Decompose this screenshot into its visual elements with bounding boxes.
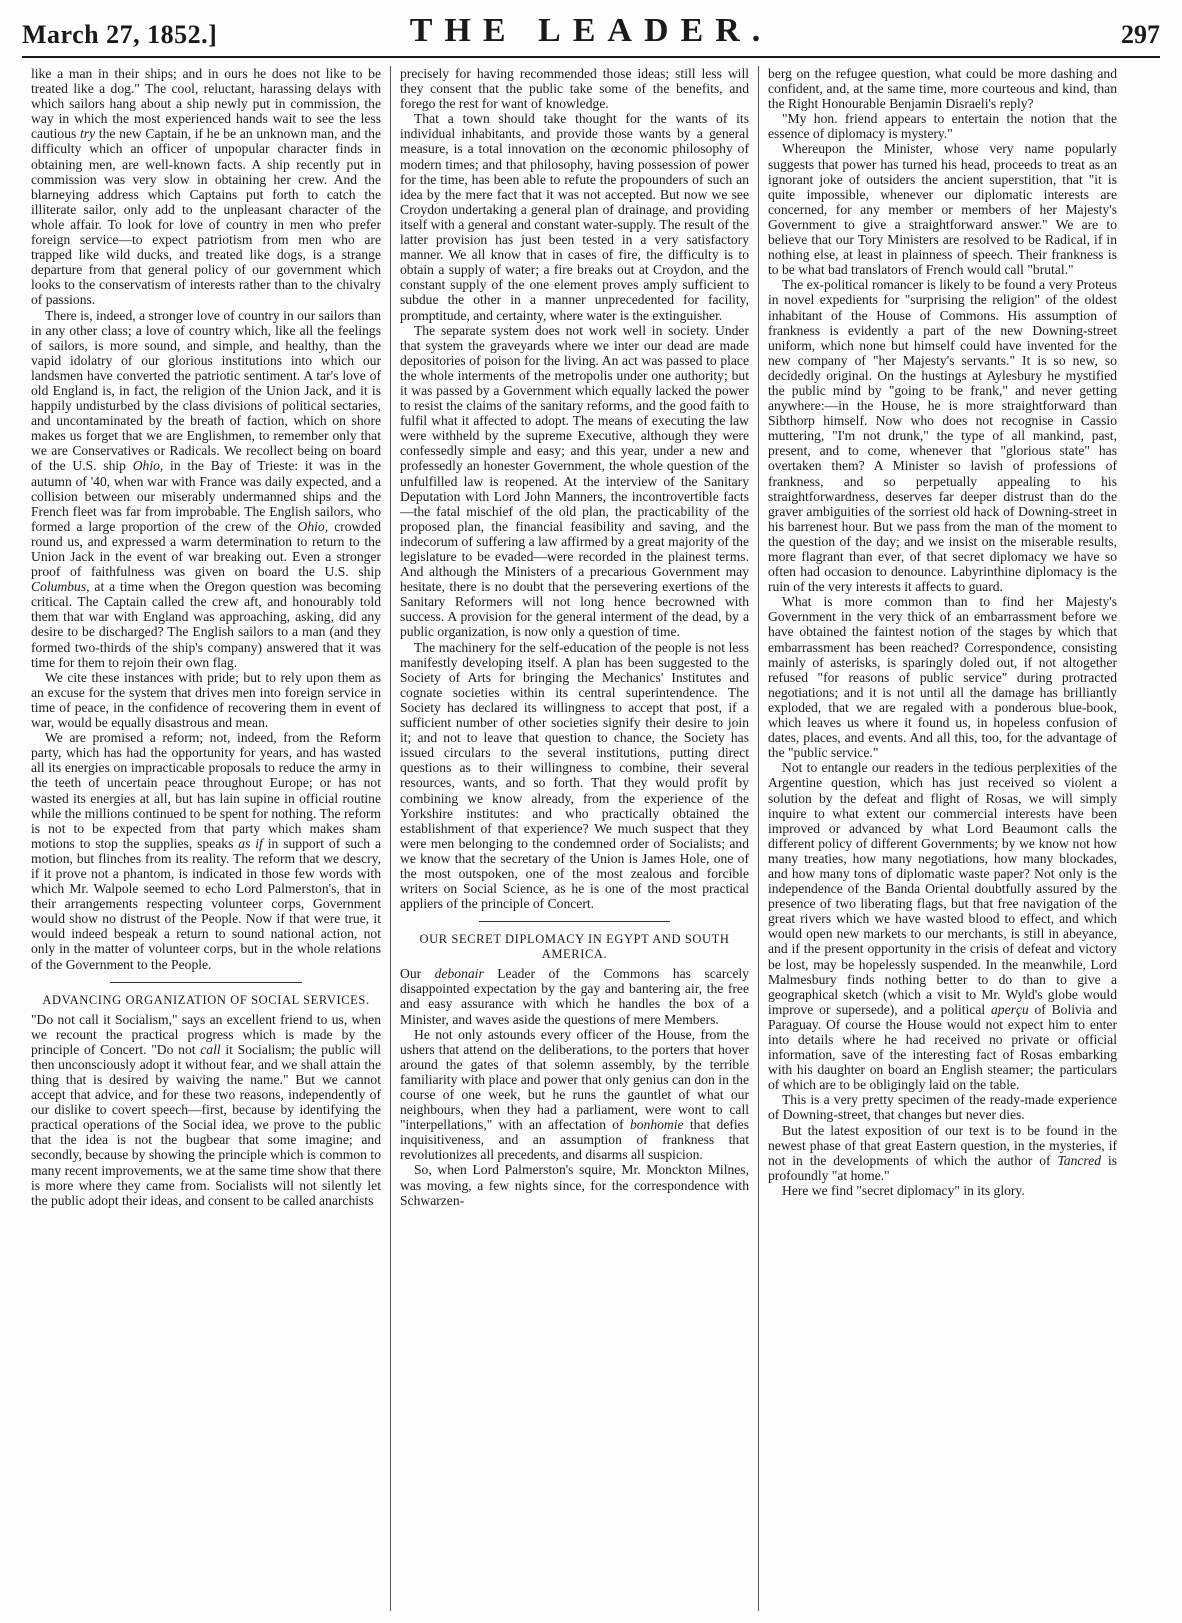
column-1: [22, 66, 390, 1611]
paragraph: So, when Lord Palmerston's squire, Mr. Monckton Milnes, was moving, a few nights since, for the correspondence with Schwarzen-: [400, 1162, 749, 1208]
masthead: [22, 0, 1160, 58]
paragraph: We cite these instances with pride; but to rely upon them as an excuse for the system that drives men into foreign service in time of peace, in the confidence of recovering them in event of war, would be equally disastrous and mean.: [31, 669, 381, 731]
paragraph: But the latest exposition of our text is to be found in the newest phase of that great Eastern question, in the mysteries, if not in the developments of which the author of Tancred is profoundly "at home.": [768, 1122, 1118, 1183]
paragraph: This is a very pretty specimen of the ready-made experience of Downing-street, that changes but never dies.: [768, 1092, 1117, 1123]
paragraph: The machinery for the self-education of the people is not less manifestly developing itself. A plan has been suggested to the Society of Arts for bringing the Mechanics' Institutes and cognate societies within its central superintendence. The Society has declared its willingness to accept that post, if a sufficient number of other societies signify their desire to join it; and not to leave that question to chance, the Society has issued circulars to the several institutions, putting direct questions as to their willingness to combine, their several resources, wants, and so forth. That they would profit by combining we know already, from the experience of the Yorkshire institutes: and who practically obtained the establishment of that experience? We much suspect that they were men belonging to the condemned order of Socialists; and we know that the secretary of the Union is James Hole, one of the most outspoken, one of the most zealous and forcible writers on Social Science, as he is one of the most practical appliers of the principle of Concert.: [400, 639, 749, 912]
paragraph: What is more common than to find her Majesty's Government in the very thick of an embarrassment before we have obtained the faintest notion of the stages by which that embarrassment has been reached? Correspondence, consisting mainly of asterisks, is sparingly doled out, if not altogether refused "for reasons of public service" during protracted negotiations; and it is not until all the damage has brilliantly exploded, that we are regaled with a ponderous blue-book, which leaves us where it found us, in hopeless confusion of dates, places, and events. And all this, too, for the advantage of the "public service.": [768, 594, 1117, 761]
paragraph: Not to entangle our readers in the tedious perplexities of the Argentine question, which has just received so violent a solution by the defeat and flight of Rosas, we will simply inquire to what extent our commercial interests have been improved or advanced by what Lord Beaumont calls the different policy of different Governments; by we know not how many treaties, how many negotiations, how many blockades, and how many tons of diplomatic waste paper? Not only is the independence of the Banda Oriental doubtfully assured by the presence of two liberating flags, but that free navigation of the great rivers which we have wasted blood to effect, and which would open new markets to our merchants, is still in abeyance, and if the present opportunity in the crisis of defeat and victory be lost, may be hopelessly suspended. In the meanwhile, Lord Malmesbury finds nothing better to do than to give a geographical sketch (which a visit to Mr. Wyld's globe would improve or supersede), and a political aperçu of Bolivia and Paraguay. Of course the House would not expect him to enter into details where he had received no private or official information, save of the interesting fact of Rosas embarking with his daughter on board an English steamer; the particulars of which are to be obligingly laid on the table.: [768, 760, 1117, 1093]
issue-date: March 27, 1852.]: [22, 20, 218, 49]
paragraph: "Do not call it Socialism," says an excellent friend to us, when we recount the practical progress which is made by the principle of Concert. "Do not call it Socialism; the public will then unconsciously adopt it without fear, and we shall attain the thing that is desired by waiving the name." But we cannot accept that advice, and for these two reasons, independently of our dislike to covert speech—first, because by identifying the practical operations of the Social idea, we prove to the public that the idea is not the bugbear that some imagine; and secondly, because by showing the principle which is common to many recent improvements, we at the same time show that there is more where they came from. Socialists will not silently let the public adopt their ideas, and consent to be called anarchists: [31, 1011, 381, 1208]
newspaper-title: THE LEADER.: [409, 12, 773, 49]
section-heading: ADVANCING ORGANIZATION OF SOCIAL SERVICES.: [42, 992, 370, 1007]
paragraph: There is, indeed, a stronger love of country in our sailors than in any other class; a love of country which, like all the feelings of sailors, is more sound, and simple, and healthy, than the vapid idolatry of our glorious institutions into which our landsmen have converted the patriotic sentiment. A tar's love of old England is, in fact, the religion of the Union Jack, and it is happily undisturbed by the class divisions of political sectaries, and uncontaminated by the breath of faction, which on shore makes us forget that we are Englishmen, to remember only that we are Conservatives or Radicals. We recollect being on board of the U.S. ship Ohio, in the Bay of Trieste: it was in the autumn of '40, when war with France was daily expected, and a collision between our miserably undermanned ships and the French fleet was far from improbable. The English sailors, who formed a large proportion of the crew of the Ohio, crowded round us, and expressed a warm determination to return to the Union Jack in the event of war breaking out. Even a stronger proof of faithfulness was given on board the U.S. ship Columbus, at a time when the Oregon question was becoming critical. The Captain called the crew aft, and honourably told them that war with England was approaching, asking, did any desire to be discharged? The English sailors to a man (and they formed two-thirds of the ship's company) answered that it was time for them to rejoin their own flag.: [31, 307, 381, 670]
paragraph: like a man in their ships; and in ours he does not like to be treated like a dog." The cool, reluctant, harassing delays with which sailors hang about a ship newly put in commission, the way in which the most experienced hands wait to see the less cautious try the new Captain, if he be an unknown man, and the difficulty which an officer of unpopular character finds in obtaining men, are well-known facts. A ship recently put in commission was very slow in obtaining her crew. And the blarneying address which Captains put forth to catch the illiterate sailor, only add to the unpleasant character of the whole affair. To look for love of country in men who prefer foreign service—to expect patriotism from men who are trapped like wild ducks, and treated like dogs, is a strange departure from that general policy of our government which looks to the conservatism of interests rather than to the chivalry of passions.: [31, 66, 382, 308]
paragraph: "My hon. friend appears to entertain the notion that the essence of diplomacy is mystery.": [768, 111, 1117, 142]
paragraph: The separate system does not work well in society. Under that system the graveyards where we inter our dead are made depositories of poison for the living. An act was passed to place the whole interments of the metropolis under one authority; but it was passed by a Government which equally lacked the power to resist the claims of the sanitary reforms, and the good faith to fulfil what it affected to adopt. The means of executing the law were withheld by the supreme Executive, although they were confessedly simple and easy; and this year, under a new and professedly an honester Government, the whole question of the unfulfilled law is reopened. At the interview of the Sanitary Deputation with Lord John Manners, the incontrovertible facts—the fatal mischief of the old plan, the practicability of the proposed plan, the financial feasibility and saving, and the indecorum of suffering a law affirmed by a great majority of the legislature to be evaded—were recorded in the plainest terms. And although the Ministers of a precarious Government may hesitate, there is no doubt that the persevering exertions of the Sanitary Reformers will not long hence becrowned with success. A provision for the general interment of the dead, by a public organization, is now only a question of time.: [400, 322, 749, 640]
paragraph: The ex-political romancer is likely to be found a very Proteus in novel expedients for "surprising the religion" of the oldest inhabitant of the House of Commons. His assumption of frankness is evidently a part of the new Downing-street uniform, which none but himself could have invented for the new company of "her Majesty's servants." It is so new, so decidedly original. On the hustings at Aylesbury he mystified the public mind by "going to be frank," and never getting anywhere:—in the House, he is more straightforward than Sibthorp himself. Now who does not recognise in Cassio muttering, "I'm not drunk," the type of all mankind, past, present, and to come, whenever that "glorious state" has overtaken them? A Minister so lavish of professions of frankness, and so perpetually appealing to his straightforwardness, deserves far deeper distrust than do the graver ambiguities of the sorriest old hack of Downing-street in his barrenest hour. But we pass from the man of the moment to the question of the day; and we insist on the miserable results, more flagrant than ever, of that secret diplomacy we have so often had occasion to denounce. Labyrinthine diplomacy is the ruin of the very interests it affects to guard.: [768, 277, 1117, 595]
paragraph: That a town should take thought for the wants of its individual inhabitants, and provide those wants by a general measure, is a total innovation on the œconomic philosophy of modern times; and that philosophy, having possession of power for the time, has been able to refute the propounders of such an idea by the mere fact that it was not accepted. But now we see Croydon undertaking a general plan of drainage, and providing itself with a general and constant water-supply. The result of the latter provision has just been tested in a very satisfactory manner. We all know that in cases of fire, the difficulty is to obtain a supply of water; a fire breaks out at Croydon, and the constant supply of the one element proves amply sufficient to subdue the other in a manner unprecedented for facility, promptitude, and certainty, where water is the extinguisher.: [400, 111, 749, 323]
text-columns: [22, 66, 1160, 1611]
section-divider: [110, 982, 303, 983]
paragraph: He not only astounds every officer of the House, from the ushers that attend on the deliberations, to the porters that hover around the gates of that solemn assembly, by the terrible familiarity with place and power that only genius can don in the course of one week, but he runs the gauntlet of what our neighbours, when they had a parliament, were wont to call "interpellations," with an affectation of bonhomie that defies inquisitiveness, and an assumption of frankness that revolutionizes all precedents, and disarms all suspicion.: [400, 1026, 749, 1163]
column-3: [758, 66, 1126, 1611]
section-heading: OUR SECRET DIPLOMACY IN EGYPT AND SOUTH AMERICA.: [419, 932, 730, 962]
column-2: [390, 66, 758, 1611]
page-number: 297: [1121, 20, 1160, 49]
paragraph: berg on the refugee question, what could be more dashing and confident, and, at the same time, more courteous and kind, than the Right Honourable Benjamin Disraeli's reply?: [768, 66, 1117, 112]
paragraph: Whereupon the Minister, whose very name popularly suggests that power has turned his head, proceeds to treat as an ignorant joke of outsiders the ancient superstition, that "it is quite impossible, whenever our diplomatic interests are concerned, for any member or members of her Majesty's Government to give a straightforward answer." We are to believe that our Tory Ministers are resolved to be Radical, if in nothing else, at least in plainness of speech. Their frankness is to be what bad translators of French would call "brutal.": [768, 141, 1117, 278]
paragraph: Our debonair Leader of the Commons has scarcely disappointed expectation by the gay and bantering air, the free and easy assurance with which he handles the box of a Minister, and waves aside the questions of mere Members.: [400, 966, 749, 1027]
paragraph: We are promised a reform; not, indeed, from the Reform party, which has had the opportunity for years, and has wasted all its energies on impracticable proposals to reduce the army in the teeth of uncertain peace throughout Europe; or has not wasted its energies at all, but has lain supine in official routine while the millions continued to be spent for nothing. The reform is not to be expected from that party which makes sham motions to stop the supplies, speaks as if in support of such a motion, but flinches from its reality. The reform that we descry, if it prove not a phantom, is indicated in those few words with which Mr. Walpole seemed to echo Lord Palmerston's, that in their arrangements respecting volunteer corps, Government would show no distrust of the People. Now if that were true, it would indeed bespeak a return to sound national action, not only in the matter of volunteer corps, but in the whole relations of the Government to the People.: [31, 730, 381, 972]
paragraph: precisely for having recommended those ideas; still less will they consent that the public take some of the benefits, and forego the rest for want of knowledge.: [400, 66, 749, 112]
section-divider: [479, 921, 671, 922]
paragraph: Here we find "secret diplomacy" in its glory.: [782, 1182, 1025, 1198]
